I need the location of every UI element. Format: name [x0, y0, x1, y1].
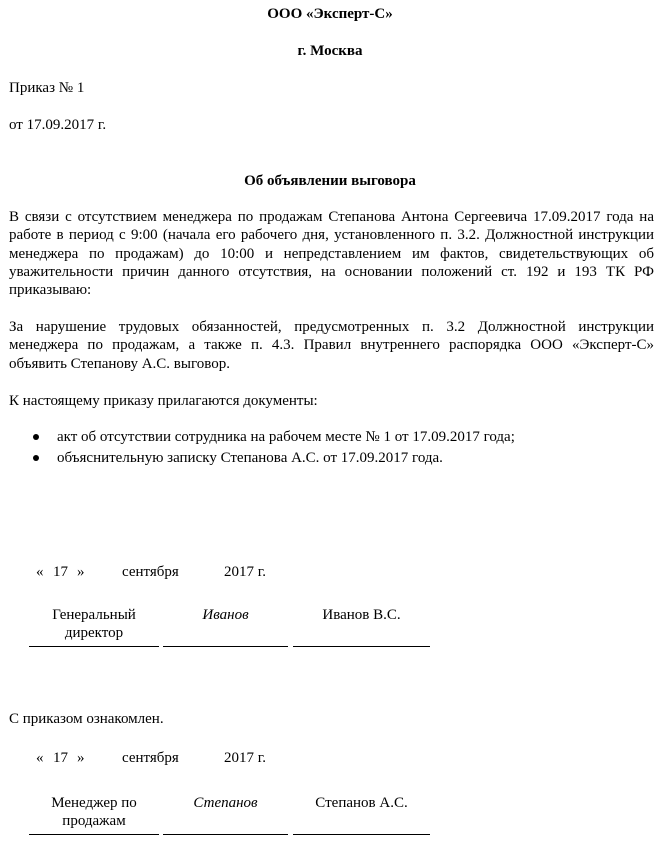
signature-line: [163, 834, 288, 835]
acknowledgement-label: С приказом ознакомлен.: [9, 711, 164, 727]
signature-line: [29, 834, 159, 835]
company-name: ООО «Эксперт-С»: [267, 6, 393, 22]
date-day: 17: [53, 750, 68, 766]
date-month: сентября: [122, 750, 179, 766]
date-year: 2017 г.: [224, 564, 266, 580]
signature-line: [29, 646, 159, 647]
date-quote-close: »: [77, 750, 85, 766]
bullet-icon: [33, 455, 39, 461]
date-quote-open: «: [36, 750, 44, 766]
city: г. Москва: [297, 43, 363, 59]
signature-line: [293, 834, 430, 835]
date-month: сентября: [122, 564, 179, 580]
employee-name: Степанов А.С.: [315, 795, 408, 811]
order-date: от 17.09.2017 г.: [9, 117, 107, 133]
director-name: Иванов В.С.: [322, 607, 401, 623]
employee-signature: Степанов: [193, 795, 258, 811]
date-quote-close: »: [77, 564, 85, 580]
director-signature: Иванов: [202, 607, 249, 623]
attachments-intro: К настоящему приказу прилагаются документы:: [9, 393, 318, 409]
order-title: Об объявлении выговора: [244, 173, 416, 189]
employee-position: Менеджер по продажам: [51, 795, 137, 829]
order-number: Приказ № 1: [9, 80, 85, 96]
date-quote-open: «: [36, 564, 44, 580]
list-item-text: объяснительную записку Степанова А.С. от 17.09.2017 года.: [57, 450, 443, 466]
signature-line: [293, 646, 430, 647]
paragraph-reason: В связи с отсутствием менеджера по продажам Степанова Антона Сергеевича 17.09.2017 года на работе в период с 9:00 (начала его рабочего дня, установленного п. 3.2. Должностной инструкции менеджера по продажам) до 10:00 и непредставлением им фактов, свидетельствующих об уважительности причин данного отсутствия, на основании положений ст. 192 и 193 ТК РФ приказываю:: [9, 209, 654, 299]
director-position: Генеральный директор: [52, 607, 136, 641]
list-item-text: акт об отсутствии сотрудника на рабочем месте № 1 от 17.09.2017 года;: [57, 429, 515, 445]
signature-line: [163, 646, 288, 647]
date-year: 2017 г.: [224, 750, 266, 766]
paragraph-decision: За нарушение трудовых обязанностей, предусмотренных п. 3.2 Должностной инструкции менеджера по продажам, а также п. 4.3. Правил внутреннего распорядка ООО «Эксперт-С» объявить Степанову А.С. выговор.: [9, 319, 654, 372]
date-day: 17: [53, 564, 68, 580]
bullet-icon: [33, 434, 39, 440]
